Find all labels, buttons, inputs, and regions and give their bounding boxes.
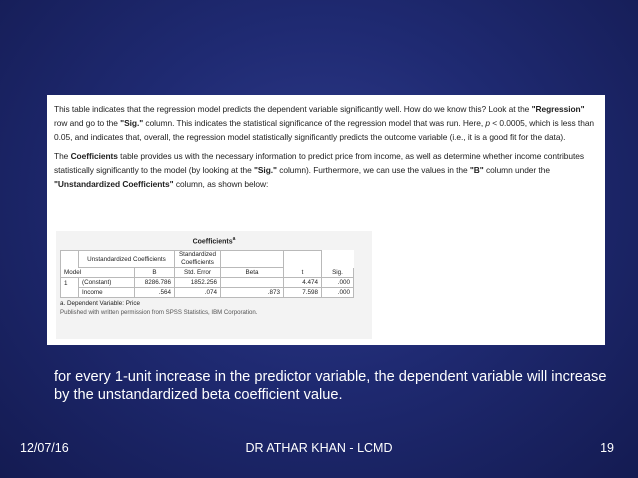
- model-number-empty: [61, 288, 79, 298]
- header-cell: [61, 251, 79, 268]
- cell-beta: [221, 278, 284, 288]
- table-row: [61, 288, 354, 298]
- cell-t: 7.598: [284, 288, 322, 298]
- header-sig: Sig.: [322, 268, 354, 278]
- bold-text: "Sig.": [120, 118, 144, 128]
- text: row and go to the: [54, 118, 121, 128]
- text: column). Furthermore, we can use the values in the: [276, 165, 470, 175]
- bold-text: Coefficients: [70, 151, 118, 161]
- footer-author: DR ATHAR KHAN - LCMD: [245, 441, 393, 455]
- header-cell: [221, 251, 284, 268]
- slide-body-text: for every 1-unit increase in the predictor variable, the dependent variable will increase by the unstandardized beta coefficient value.: [54, 369, 607, 403]
- header-cell: [284, 251, 322, 268]
- table-row: [61, 278, 354, 288]
- text: column. This indicates the statistical significance of the regression model that was run. Here,: [143, 118, 486, 128]
- bold-text: "B": [469, 165, 484, 175]
- footer-page-number: 19: [600, 441, 614, 455]
- table-credit: Published with written permission from SPSS Statistics, IBM Corporation.: [60, 309, 258, 317]
- bold-text: "Regression": [531, 104, 585, 114]
- cell-t: 4.474: [284, 278, 322, 288]
- cell-sig: .000: [322, 288, 354, 298]
- italic-text: p: [485, 118, 491, 128]
- header-unstandardized: Unstandardized Coefficients: [79, 251, 175, 268]
- screenshot-panel: [47, 95, 605, 345]
- coefficients-table: [60, 250, 354, 298]
- cell-sig: .000: [322, 278, 354, 288]
- table-header-row: [61, 251, 354, 268]
- table-subheader-row: [61, 268, 354, 278]
- row-label: (Constant): [79, 278, 135, 288]
- text: This table indicates that the regression model predicts the dependent variable significantly well. How do we know this? Look at the: [54, 104, 532, 114]
- paragraph-coefficients: [54, 149, 598, 191]
- header-beta: Beta: [221, 268, 284, 278]
- header-model: Model: [61, 268, 135, 278]
- text: column, as shown below:: [173, 179, 269, 189]
- header-t: t: [284, 268, 322, 278]
- row-label: Income: [79, 288, 135, 298]
- cell-b: .564: [135, 288, 175, 298]
- text: The: [54, 151, 71, 161]
- table-title-text: Coefficients: [192, 238, 233, 246]
- header-b: B: [135, 268, 175, 278]
- cell-beta: .873: [221, 288, 284, 298]
- text: column under the: [483, 165, 550, 175]
- bold-text: "Sig.": [253, 165, 277, 175]
- cell-b: 8286.786: [135, 278, 175, 288]
- text: table provides us with the necessary information to predict price from income, as well as determine whether income contributes statistically significantly to the model (by looking at the: [54, 151, 585, 175]
- cell-std-error: .074: [175, 288, 221, 298]
- model-number: 1: [61, 278, 79, 288]
- text: < 0.0005, which is less than 0.05, and indicates that, overall, the regression model statistically significantly predicts the outcome variable (i.e., it is a good fit for the data).: [54, 118, 595, 142]
- table-footnote: a. Dependent Variable: Price: [60, 300, 141, 308]
- footer-date: 12/07/16: [20, 441, 69, 455]
- paragraph-regression: [54, 102, 598, 144]
- cell-std-error: 1852.256: [175, 278, 221, 288]
- bold-text: "Unstandardized Coefficients": [54, 179, 174, 189]
- header-std-error: Std. Error: [175, 268, 221, 278]
- header-standardized: Standardized Coefficients: [175, 251, 221, 268]
- coefficients-table-box: [56, 231, 372, 339]
- table-title-superscript: a: [232, 236, 236, 242]
- table-title: [60, 235, 368, 246]
